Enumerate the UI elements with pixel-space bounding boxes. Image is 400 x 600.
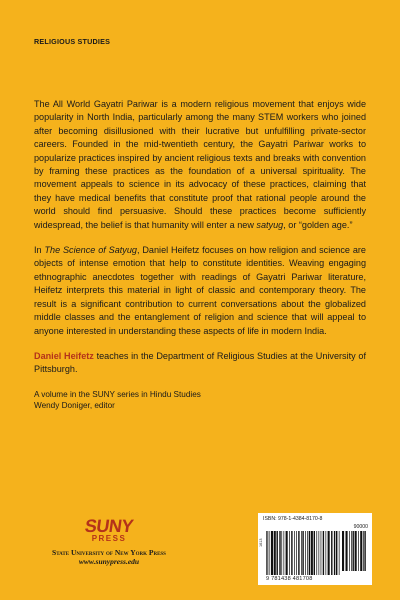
- publisher-block: [34, 518, 184, 566]
- series-editor: Wendy Doniger, editor: [34, 401, 115, 411]
- author-bio: [34, 350, 366, 377]
- back-cover-copy: [34, 98, 366, 412]
- addon-barcode-icon: [342, 531, 366, 575]
- description-paragraph-1: The All World Gayatri Pariwar is a modern religious movement that enjoys wide popularity in North India, particularly among the many STEM workers who joined after becoming disillusioned with their lucrative but unfulfilling private-sector careers. Founded in the mid-twentieth century, the Gayatri Pariwar works to popularize practices inspired by ancient religious texts and breaks with convention by framing these practices as the foundation of a universal spirituality. The movement appeals to science in its advocacy of these practices, claiming that they have medical benefits that constitute proof that rational people around the world should find persuasive. Should these practices become sufficiently widespread, the belief is that humanity will enter a new satyug, or “golden age.”: [34, 99, 366, 230]
- barcode-panel: [258, 513, 372, 585]
- publisher-url: www.sunypress.edu: [78, 557, 140, 566]
- price-code: 90000: [353, 524, 368, 530]
- suny-logo-press: PRESS: [91, 534, 127, 543]
- series-line: A volume in the SUNY series in Hindu Studies: [34, 389, 201, 399]
- side-code: 1613: [259, 538, 263, 547]
- barcode-digits: 9 781438 481708: [266, 576, 313, 582]
- suny-logo: SUNY: [83, 516, 135, 536]
- series-note: [34, 389, 366, 412]
- isbn-label: ISBN: 978-1-4384-8170-8: [263, 516, 323, 522]
- author-name: Daniel Heifetz: [34, 350, 94, 361]
- category-label: RELIGIOUS STUDIES: [34, 37, 111, 46]
- description-paragraph-2: In The Science of Satyug, Daniel Heifetz focuses on how religion and science are objects of intense emotion that help to constitute identities. Weaving engaging ethnographic anecdotes together with readings of Gayatri Pariwar literature, Heifetz interprets this material in light of classic and contemporary theory. The result is a significant contribution to current conversations about the globalized middle classes and the entanglement of religion and science that will appeal to anyone interested in understanding these aspects of life in modern India.: [34, 245, 366, 336]
- barcode-icon: [266, 531, 340, 575]
- publisher-name: State University of New York Press: [52, 548, 166, 557]
- author-bio-text: teaches in the Department of Religious Studies at the University of Pittsburgh.: [34, 350, 366, 375]
